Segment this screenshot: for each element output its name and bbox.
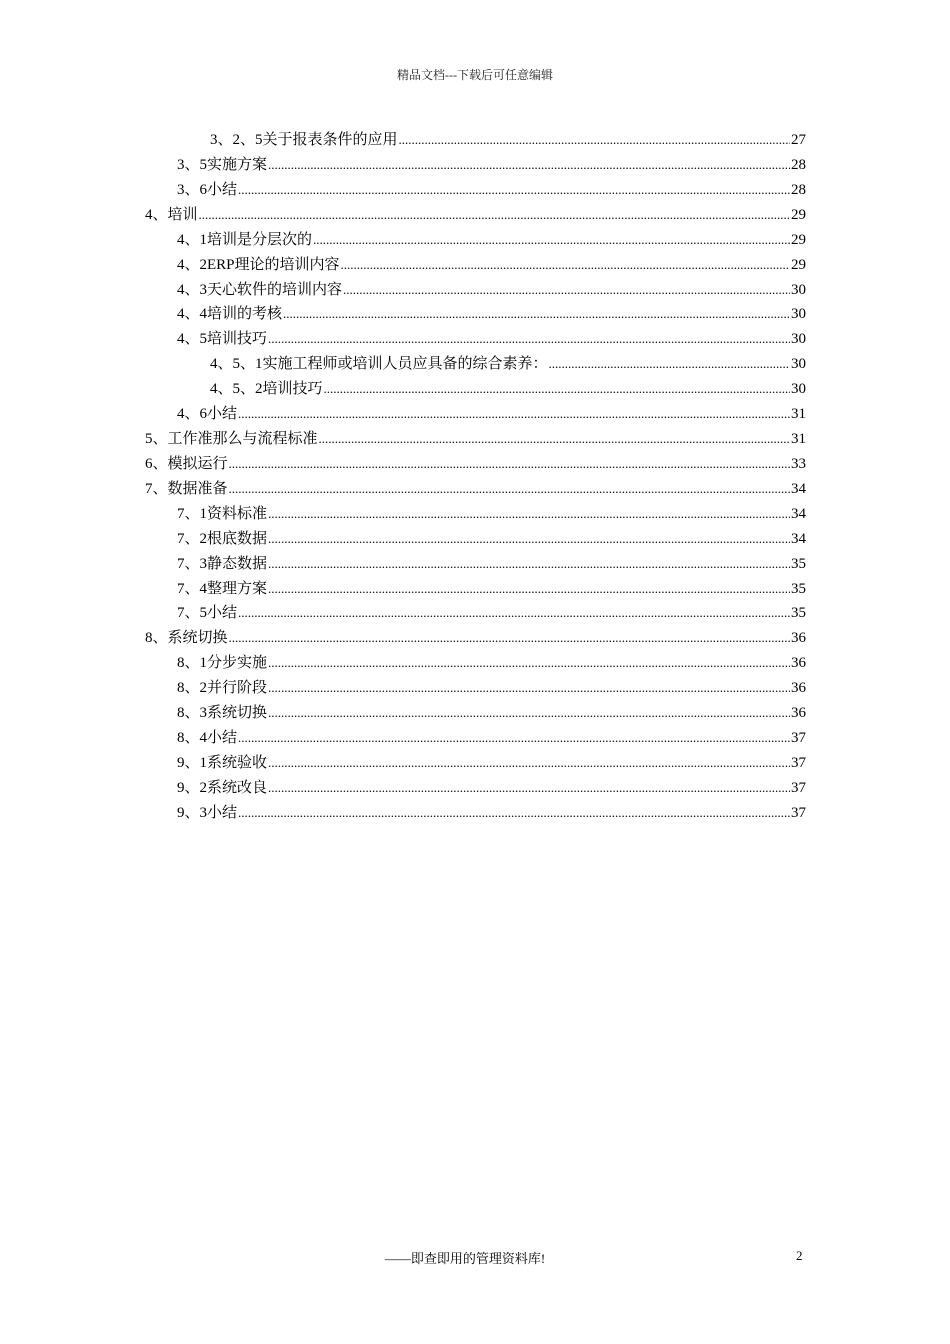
toc-entry-title: 7、4整理方案 (177, 580, 268, 597)
toc-entry[interactable] (210, 348, 806, 373)
toc-entry[interactable] (177, 647, 806, 672)
toc-entry-page: 31 (791, 406, 806, 423)
toc-entry-title: 9、1系统验收 (177, 755, 268, 771)
toc-entry[interactable] (177, 398, 806, 423)
toc-entry-page: 29 (791, 231, 806, 248)
toc-entry-title: 7、5小结 (177, 605, 238, 622)
toc-entry-title: 4、6小结 (177, 406, 238, 423)
toc-dot-leader (343, 281, 790, 299)
toc-entry-title: 8、4小结 (177, 730, 238, 747)
toc-entry-title: 8、1分步实施 (177, 655, 268, 672)
toc-entry-page: 36 (791, 680, 806, 697)
toc-dot-leader (268, 704, 790, 722)
toc-dot-leader (268, 580, 790, 598)
toc-entry-title: 4、5、2培训技巧 (210, 381, 323, 398)
toc-entry-page: 28 (791, 181, 806, 198)
toc-entry-title: 7、2根底数据 (177, 530, 268, 547)
toc-dot-leader (319, 430, 790, 448)
toc-entry-title: 3、2、5关于报表条件的应用 (210, 132, 398, 148)
page-footer: ——即查即用的管理资料库! (384, 1251, 546, 1266)
toc-entry[interactable] (177, 722, 806, 747)
toc-dot-leader (268, 754, 790, 772)
toc-entry-page: 29 (791, 256, 806, 273)
toc-entry-page: 28 (791, 156, 806, 173)
toc-entry[interactable] (177, 174, 806, 199)
toc-entry-title: 3、6小结 (177, 181, 238, 198)
toc-entry[interactable] (177, 523, 806, 548)
toc-entry-title: 4、4培训的考核 (177, 306, 283, 323)
toc-entry[interactable] (145, 199, 806, 224)
toc-entry-title: 8、2并行阶段 (177, 680, 268, 697)
toc-entry-title: 9、3小结 (177, 804, 238, 821)
page-header: 精品文档---下载后可任意编辑 (397, 68, 553, 82)
toc-entry-title: 9、2系统改良 (177, 779, 268, 796)
toc-entry[interactable] (177, 249, 806, 274)
toc-entry[interactable] (177, 298, 806, 323)
toc-dot-leader (229, 480, 790, 498)
toc-entry-page: 34 (791, 505, 806, 522)
toc-entry-title: 3、5实施方案 (177, 156, 268, 173)
toc-dot-leader (549, 355, 790, 373)
toc-entry[interactable] (177, 548, 806, 573)
toc-entry-page: 36 (791, 705, 806, 722)
toc-entry[interactable] (177, 597, 806, 622)
toc-entry[interactable] (177, 498, 806, 523)
toc-entry[interactable] (177, 772, 806, 797)
toc-entry-page: 30 (791, 281, 806, 298)
toc-entry[interactable] (177, 747, 806, 772)
toc-entry-title: 8、系统切换 (145, 630, 228, 647)
toc-dot-leader (238, 181, 790, 199)
toc-entry-page: 37 (791, 755, 806, 771)
page-number: 2 (796, 1248, 803, 1263)
toc-entry-title: 4、5培训技巧 (177, 331, 268, 348)
toc-entry[interactable] (145, 622, 806, 647)
toc-dot-leader (313, 231, 790, 249)
toc-entry-page: 29 (791, 206, 806, 223)
toc-entry[interactable] (177, 323, 806, 348)
toc-entry-page: 35 (791, 555, 806, 572)
toc-dot-leader (341, 256, 790, 274)
toc-dot-leader (268, 330, 790, 348)
toc-entry-title: 8、3系统切换 (177, 705, 268, 722)
toc-dot-leader (268, 555, 790, 573)
toc-entry[interactable] (177, 672, 806, 697)
toc-entry-page: 34 (791, 530, 806, 547)
toc-entry-page: 37 (791, 730, 806, 747)
toc-dot-leader (399, 131, 790, 149)
toc-dot-leader (268, 779, 790, 797)
toc-entry[interactable] (145, 448, 806, 473)
toc-entry-page: 30 (791, 306, 806, 323)
toc-dot-leader (268, 505, 790, 523)
toc-entry[interactable] (177, 274, 806, 299)
toc-dot-leader (268, 679, 790, 697)
toc-dot-leader (268, 530, 790, 548)
toc-entry-page: 35 (791, 605, 806, 622)
toc-entry[interactable] (210, 124, 806, 149)
toc-entry-page: 34 (791, 480, 806, 497)
toc-entry-title: 5、工作准那么与流程标准 (145, 431, 318, 448)
toc-entry-title: 7、数据准备 (145, 480, 228, 497)
toc-entry[interactable] (145, 473, 806, 498)
toc-entry-page: 30 (791, 331, 806, 348)
toc-entry-title: 4、5、1实施工程师或培训人员应具备的综合素养： (210, 356, 548, 373)
toc-entry-page: 35 (791, 580, 806, 597)
toc-dot-leader (268, 156, 790, 174)
toc-entry-title: 7、1资料标准 (177, 505, 268, 522)
toc-entry[interactable] (177, 224, 806, 249)
toc-entry-page: 37 (791, 779, 806, 796)
toc-entry-title: 6、模拟运行 (145, 455, 228, 472)
toc-dot-leader (238, 405, 790, 423)
toc-entry-title: 4、3天心软件的培训内容 (177, 281, 343, 298)
toc-entry-page: 37 (791, 804, 806, 821)
toc-entry[interactable] (177, 797, 806, 822)
toc-entry-title: 7、3静态数据 (177, 555, 268, 572)
toc-entry-page: 30 (791, 381, 806, 398)
toc-entry-page: 30 (791, 356, 806, 373)
toc-dot-leader (229, 455, 790, 473)
toc-entry-page: 36 (791, 655, 806, 672)
toc-dot-leader (238, 604, 790, 622)
toc-dot-leader (238, 729, 790, 747)
toc-dot-leader (199, 206, 790, 224)
toc-entry[interactable] (177, 697, 806, 722)
toc-entry[interactable] (177, 573, 806, 598)
toc-dot-leader (283, 305, 790, 323)
toc-entry-page: 36 (791, 630, 806, 647)
toc-entry-page: 33 (791, 455, 806, 472)
toc-entry-page: 27 (791, 132, 806, 148)
toc-dot-leader (229, 629, 790, 647)
toc-entry-title: 4、1培训是分层次的 (177, 231, 313, 248)
toc-entry[interactable] (145, 423, 806, 448)
toc-dot-leader (324, 380, 790, 398)
toc-entry-title: 4、培训 (145, 206, 198, 223)
toc-entry-title: 4、2ERP理论的培训内容 (177, 256, 340, 273)
toc-entry-page: 31 (791, 431, 806, 448)
toc-entry[interactable] (177, 149, 806, 174)
toc-entry[interactable] (210, 373, 806, 398)
toc-dot-leader (268, 654, 790, 672)
toc-dot-leader (238, 804, 790, 822)
